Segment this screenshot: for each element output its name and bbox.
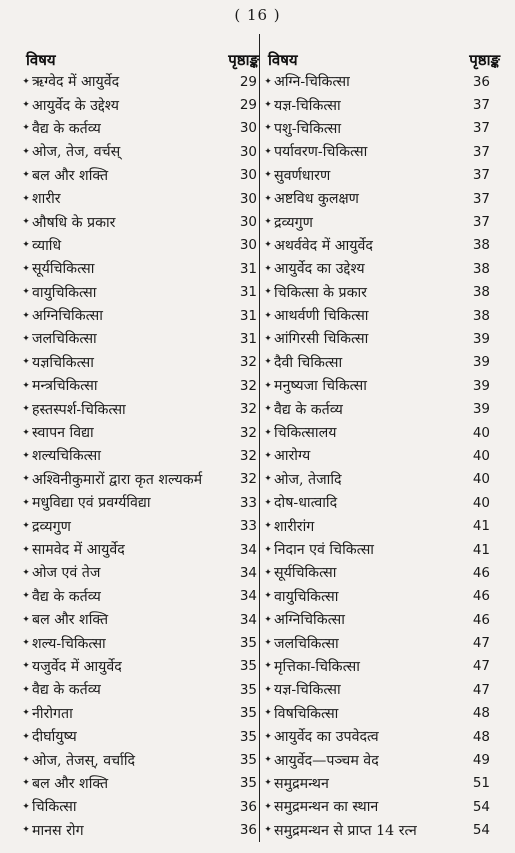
toc-entry-page: 36 — [239, 822, 257, 839]
toc-entry-title: चिकित्सा के प्रकार — [274, 284, 367, 301]
toc-entry-title: द्रव्यगुण — [32, 518, 71, 535]
toc-entry — [262, 140, 500, 163]
toc-entry-page: 38 — [472, 284, 490, 301]
toc-entry-page: 40 — [472, 424, 490, 441]
toc-entry — [20, 351, 259, 374]
bullet-icon: ✦ — [22, 755, 30, 766]
toc-entry-page: 37 — [472, 167, 490, 184]
toc-entry-page: 54 — [472, 798, 490, 815]
page-heading: पृष्ठाङ्क — [228, 51, 259, 69]
toc-entry-page: 34 — [239, 588, 257, 605]
toc-entry-page: 32 — [239, 447, 257, 464]
toc-entry-title: जलचिकित्सा — [274, 635, 339, 652]
toc-entry-page: 35 — [239, 752, 257, 769]
toc-entry-page: 35 — [239, 705, 257, 722]
toc-entry — [262, 819, 500, 842]
bullet-icon: ✦ — [264, 240, 272, 251]
toc-entry-title: यज्ञ-चिकित्सा — [274, 97, 341, 114]
toc-entry — [20, 748, 259, 771]
toc-entry-page: 30 — [239, 214, 257, 231]
toc-entry-page: 31 — [239, 260, 257, 277]
bullet-icon: ✦ — [22, 684, 30, 695]
toc-entry-page: 39 — [472, 377, 490, 394]
toc-entry-page: 33 — [239, 494, 257, 511]
toc-entry — [20, 585, 259, 608]
toc-entry-page: 29 — [239, 73, 257, 90]
toc-entry — [20, 631, 259, 654]
toc-entry-page: 40 — [472, 447, 490, 464]
bullet-icon: ✦ — [22, 614, 30, 625]
toc-entry-page: 35 — [239, 681, 257, 698]
toc-entry-page: 30 — [239, 237, 257, 254]
toc-entry-title: पशु-चिकित्सा — [274, 120, 342, 137]
toc-entry-page: 33 — [239, 518, 257, 535]
bullet-icon: ✦ — [264, 544, 272, 555]
bullet-icon: ✦ — [264, 193, 272, 204]
bullet-icon: ✦ — [22, 731, 30, 742]
toc-entry-title: मानस रोग — [32, 822, 84, 839]
bullet-icon: ✦ — [22, 778, 30, 789]
toc-list-left — [20, 70, 259, 842]
toc-entry-title: अश्विनीकुमारों द्वारा कृत शल्यकर्म — [32, 471, 203, 488]
toc-entry-page: 32 — [239, 424, 257, 441]
bullet-icon: ✦ — [264, 263, 272, 274]
toc-entry-page: 47 — [472, 658, 490, 675]
bullet-icon: ✦ — [264, 287, 272, 298]
toc-entry-page: 32 — [239, 401, 257, 418]
bullet-icon: ✦ — [22, 287, 30, 298]
toc-entry-title: सूर्यचिकित्सा — [274, 565, 337, 582]
toc-entry — [20, 281, 259, 304]
bullet-icon: ✦ — [22, 404, 30, 415]
toc-entry — [262, 678, 500, 701]
toc-entry — [20, 795, 259, 818]
toc-entry-page: 36 — [472, 73, 490, 90]
toc-entry — [262, 538, 500, 561]
toc-entry-title: यज्ञ-चिकित्सा — [274, 682, 341, 699]
toc-entry — [20, 140, 259, 163]
bullet-icon: ✦ — [22, 801, 30, 812]
toc-entry-title: यज्ञचिकित्सा — [32, 354, 94, 371]
toc-entry — [20, 725, 259, 748]
toc-entry — [262, 304, 500, 327]
toc-entry-title: विषचिकित्सा — [274, 705, 339, 722]
bullet-icon: ✦ — [22, 263, 30, 274]
toc-entry-title: द्रव्यगुण — [274, 214, 313, 231]
toc-entry — [262, 491, 500, 514]
bullet-icon: ✦ — [22, 661, 30, 672]
toc-entry — [20, 304, 259, 327]
toc-entry-title: दीर्घायुष्य — [32, 729, 77, 746]
toc-entry-page: 35 — [239, 728, 257, 745]
toc-entry-title: आयुर्वेद—पञ्चम वेद — [274, 752, 379, 769]
toc-entry-title: ओज, तेजस्, वर्चादि — [32, 752, 136, 769]
toc-entry-title: आयुर्वेद का उद्देश्य — [274, 261, 365, 278]
bullet-icon: ✦ — [22, 310, 30, 321]
toc-entry — [20, 187, 259, 210]
toc-entry-title: शल्यचिकित्सा — [32, 448, 101, 465]
toc-entry — [262, 795, 500, 818]
bullet-icon: ✦ — [264, 708, 272, 719]
toc-entry — [262, 117, 500, 140]
bullet-icon: ✦ — [264, 591, 272, 602]
bullet-icon: ✦ — [22, 100, 30, 111]
bullet-icon: ✦ — [264, 404, 272, 415]
toc-entry — [262, 444, 500, 467]
bullet-icon: ✦ — [22, 170, 30, 181]
toc-entry-title: अग्निचिकित्सा — [32, 308, 103, 325]
toc-entry-page: 32 — [239, 354, 257, 371]
bullet-icon: ✦ — [264, 170, 272, 181]
toc-entry — [262, 281, 500, 304]
bullet-icon: ✦ — [264, 380, 272, 391]
toc-entry — [20, 93, 259, 116]
page-heading: पृष्ठाङ्क — [469, 51, 500, 69]
toc-entry-title: आयुर्वेद का उपवेदत्व — [274, 729, 379, 746]
toc-entry-page: 54 — [472, 822, 490, 839]
toc-entry-title: शल्य-चिकित्सा — [32, 635, 106, 652]
bullet-icon: ✦ — [22, 591, 30, 602]
bullet-icon: ✦ — [22, 357, 30, 368]
toc-entry-title: सामवेद में आयुर्वेद — [32, 542, 125, 558]
toc-entry — [262, 210, 500, 233]
toc-entry — [262, 608, 500, 631]
bullet-icon: ✦ — [22, 497, 30, 508]
toc-entry-page: 37 — [472, 190, 490, 207]
bullet-icon: ✦ — [22, 193, 30, 204]
toc-entry-page: 30 — [239, 143, 257, 160]
toc-entry-title: बल और शक्ति — [32, 775, 109, 792]
toc-entry-title: आथर्वणी चिकित्सा — [274, 308, 369, 325]
toc-entry-page: 29 — [239, 97, 257, 114]
toc-entry-page: 34 — [239, 564, 257, 581]
toc-entry — [262, 351, 500, 374]
toc-entry — [20, 327, 259, 350]
toc-entry — [20, 491, 259, 514]
toc-entry-title: वायुचिकित्सा — [32, 284, 97, 301]
toc-column-left — [20, 36, 259, 842]
toc-entry-page: 40 — [472, 471, 490, 488]
toc-entry-page: 37 — [472, 143, 490, 160]
bullet-icon: ✦ — [264, 100, 272, 111]
toc-entry — [262, 397, 500, 420]
toc-entry-page: 31 — [239, 307, 257, 324]
toc-entry-title: जलचिकित्सा — [32, 331, 97, 348]
toc-entry-title: अग्निचिकित्सा — [274, 612, 345, 629]
toc-entry-page: 34 — [239, 541, 257, 558]
toc-entry — [20, 772, 259, 795]
toc-entry-title: दैवी चिकित्सा — [274, 354, 343, 371]
bullet-icon: ✦ — [22, 567, 30, 578]
bullet-icon: ✦ — [22, 217, 30, 228]
bullet-icon: ✦ — [264, 427, 272, 438]
bullet-icon: ✦ — [264, 450, 272, 461]
toc-entry-title: आंगिरसी चिकित्सा — [274, 331, 369, 348]
toc-entry-title: अथर्ववेद में आयुर्वेद — [274, 237, 373, 254]
toc-entry-page: 37 — [472, 214, 490, 231]
toc-entry-title: यजुर्वेद में आयुर्वेद — [32, 658, 122, 675]
toc-entry-page: 38 — [472, 307, 490, 324]
subject-heading: विषय — [26, 51, 56, 69]
bullet-icon: ✦ — [264, 755, 272, 766]
toc-entry — [20, 397, 259, 420]
bullet-icon: ✦ — [264, 497, 272, 508]
toc-entry-title: चिकित्सा — [32, 799, 77, 816]
toc-entry-title: व्याधि — [32, 237, 62, 254]
toc-entry — [262, 725, 500, 748]
toc-entry-page: 35 — [239, 775, 257, 792]
bullet-icon: ✦ — [22, 333, 30, 344]
toc-entry-title: औषधि के प्रकार — [32, 214, 116, 231]
toc-entry-page: 30 — [239, 167, 257, 184]
bullet-icon: ✦ — [264, 731, 272, 742]
toc-entry — [20, 421, 259, 444]
toc-entry-page: 30 — [239, 190, 257, 207]
bullet-icon: ✦ — [22, 544, 30, 555]
toc-entry — [262, 772, 500, 795]
toc-entry-page: 37 — [472, 120, 490, 137]
toc-entry — [20, 561, 259, 584]
toc-entry-page: 40 — [472, 494, 490, 511]
toc-entry — [262, 234, 500, 257]
toc-entry — [262, 468, 500, 491]
toc-entry-title: अष्टविध कुलक्षण — [274, 191, 359, 208]
toc-entry-page: 46 — [472, 611, 490, 628]
toc-entry-title: दोष-धात्वादि — [274, 495, 338, 512]
bullet-icon: ✦ — [264, 661, 272, 672]
toc-entry-title: शारीर — [32, 191, 61, 208]
toc-entry — [262, 93, 500, 116]
bullet-icon: ✦ — [22, 450, 30, 461]
toc-entry-page: 46 — [472, 588, 490, 605]
bullet-icon: ✦ — [22, 521, 30, 532]
toc-entry-title: आयुर्वेद के उद्देश्य — [32, 97, 119, 114]
toc-entry-page: 49 — [472, 752, 490, 769]
toc-entry-title: शारीरांग — [274, 518, 315, 535]
bullet-icon: ✦ — [264, 825, 272, 836]
bullet-icon: ✦ — [22, 146, 30, 157]
toc-entry-page: 46 — [472, 564, 490, 581]
bullet-icon: ✦ — [264, 684, 272, 695]
toc-entry — [20, 678, 259, 701]
toc-entry-title: मनुष्यजा चिकित्सा — [274, 378, 367, 395]
bullet-icon: ✦ — [22, 825, 30, 836]
toc-entry-page: 37 — [472, 97, 490, 114]
column-divider — [259, 34, 260, 842]
toc-entry — [20, 538, 259, 561]
bullet-icon: ✦ — [264, 614, 272, 625]
toc-entry-title: स्वापन विद्या — [32, 425, 94, 442]
toc-entry — [20, 655, 259, 678]
toc-entry-page: 48 — [472, 728, 490, 745]
toc-entry-title: बल और शक्ति — [32, 167, 109, 184]
toc-entry-title: सूर्यचिकित्सा — [32, 261, 95, 278]
toc-entry — [20, 444, 259, 467]
bullet-icon: ✦ — [264, 76, 272, 87]
toc-entry — [262, 748, 500, 771]
toc-entry-page: 38 — [472, 237, 490, 254]
toc-entry — [262, 187, 500, 210]
toc-entry-title: पर्यावरण-चिकित्सा — [274, 144, 368, 161]
toc-entry-page: 35 — [239, 658, 257, 675]
toc-entry — [20, 608, 259, 631]
toc-entry — [20, 468, 259, 491]
bullet-icon: ✦ — [264, 521, 272, 532]
bullet-icon: ✦ — [22, 638, 30, 649]
toc-entry-page: 30 — [239, 120, 257, 137]
toc-entry-title: अग्नि-चिकित्सा — [274, 74, 350, 91]
toc-entry — [262, 631, 500, 654]
toc-entry-title: समुद्रमन्थन से प्राप्त 14 रत्न — [274, 822, 417, 839]
toc-entry-title: आरोग्य — [274, 448, 311, 465]
toc-entry-page: 32 — [239, 471, 257, 488]
toc-entry-title: ओज एवं तेज — [32, 565, 101, 582]
bullet-icon: ✦ — [264, 333, 272, 344]
bullet-icon: ✦ — [264, 123, 272, 134]
toc-entry-title: ओज, तेजादि — [274, 471, 342, 488]
toc-entry — [20, 234, 259, 257]
toc-entry-page: 41 — [472, 518, 490, 535]
toc-entry — [20, 374, 259, 397]
bullet-icon: ✦ — [22, 240, 30, 251]
toc-entry — [20, 702, 259, 725]
toc-entry-page: 39 — [472, 330, 490, 347]
bullet-icon: ✦ — [22, 380, 30, 391]
toc-entry-page: 47 — [472, 635, 490, 652]
toc-entry-page: 51 — [472, 775, 490, 792]
toc-header-left — [20, 36, 259, 70]
bullet-icon: ✦ — [22, 708, 30, 719]
toc-entry — [20, 117, 259, 140]
toc-entry — [262, 655, 500, 678]
bullet-icon: ✦ — [264, 778, 272, 789]
toc-entry-title: ऋग्वेद में आयुर्वेद — [32, 74, 120, 91]
toc-entry-title: समुद्रमन्थन का स्थान — [274, 799, 379, 816]
toc-entry — [262, 70, 500, 93]
toc-entry-title: बल और शक्ति — [32, 612, 109, 629]
toc-entry-title: वैद्य के कर्तव्य — [32, 682, 101, 699]
toc-entry-page: 39 — [472, 354, 490, 371]
toc-entry-page: 48 — [472, 705, 490, 722]
toc-entry — [20, 164, 259, 187]
toc-header-right — [262, 36, 500, 70]
toc-entry-title: ओज, तेज, वर्चस् — [32, 144, 121, 161]
bullet-icon: ✦ — [264, 310, 272, 321]
toc-entry-title: चिकित्सालय — [274, 425, 337, 442]
toc-entry — [20, 210, 259, 233]
toc-entry-title: मन्त्रचिकित्सा — [32, 378, 98, 395]
page-number: ( 16 ) — [234, 6, 281, 24]
subject-heading: विषय — [268, 51, 298, 69]
toc-entry-title: मृत्तिका-चिकित्सा — [274, 658, 360, 675]
bullet-icon: ✦ — [22, 427, 30, 438]
toc-entry — [262, 327, 500, 350]
toc-entry-page: 41 — [472, 541, 490, 558]
bullet-icon: ✦ — [22, 76, 30, 87]
toc-entry — [262, 514, 500, 537]
toc-entry — [262, 164, 500, 187]
bullet-icon: ✦ — [264, 567, 272, 578]
toc-column-right — [262, 36, 500, 842]
toc-entry-title: वैद्य के कर्तव्य — [274, 401, 343, 418]
toc-entry — [20, 257, 259, 280]
toc-entry — [262, 585, 500, 608]
toc-entry-page: 34 — [239, 611, 257, 628]
toc-entry-title: मधुविद्या एवं प्रवर्ग्यविद्या — [32, 495, 151, 512]
toc-entry — [20, 514, 259, 537]
toc-entry — [262, 702, 500, 725]
toc-entry-title: हस्तस्पर्श-चिकित्सा — [32, 401, 126, 418]
toc-entry-title: वैद्य के कर्तव्य — [32, 120, 101, 137]
toc-entry — [20, 819, 259, 842]
toc-entry — [262, 374, 500, 397]
toc-entry — [262, 257, 500, 280]
toc-entry-page: 36 — [239, 798, 257, 815]
bullet-icon: ✦ — [22, 123, 30, 134]
bullet-icon: ✦ — [264, 217, 272, 228]
toc-list-right — [262, 70, 500, 842]
toc-entry — [20, 70, 259, 93]
toc-entry-page: 39 — [472, 401, 490, 418]
bullet-icon: ✦ — [264, 801, 272, 812]
toc-entry — [262, 421, 500, 444]
toc-entry-page: 47 — [472, 681, 490, 698]
bullet-icon: ✦ — [264, 146, 272, 157]
bullet-icon: ✦ — [264, 357, 272, 368]
toc-entry-title: नीरोगता — [32, 705, 73, 722]
toc-entry-title: वायुचिकित्सा — [274, 588, 339, 605]
toc-entry-page: 38 — [472, 260, 490, 277]
toc-entry-page: 32 — [239, 377, 257, 394]
toc-entry-title: निदान एवं चिकित्सा — [274, 542, 374, 558]
toc-entry-title: वैद्य के कर्तव्य — [32, 588, 101, 605]
toc-entry-page: 31 — [239, 330, 257, 347]
toc-entry-title: सुवर्णधारण — [274, 167, 331, 184]
toc-entry — [262, 561, 500, 584]
bullet-icon: ✦ — [264, 474, 272, 485]
toc-entry-page: 31 — [239, 284, 257, 301]
bullet-icon: ✦ — [22, 474, 30, 485]
toc-entry-title: समुद्रमन्थन — [274, 775, 329, 792]
toc-entry-page: 35 — [239, 635, 257, 652]
bullet-icon: ✦ — [264, 638, 272, 649]
